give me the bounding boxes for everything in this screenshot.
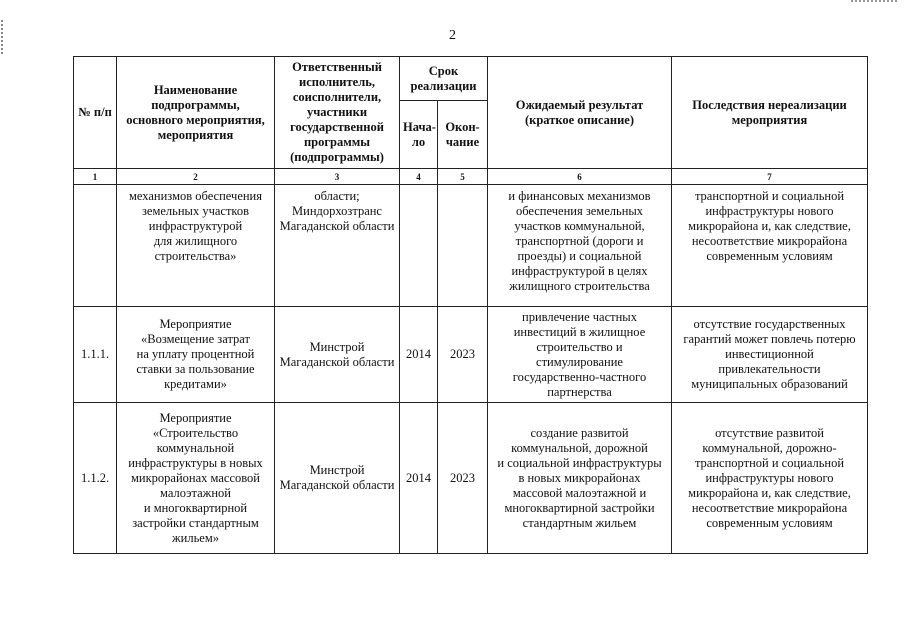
header-start: Нача- ло [400,101,438,169]
header-number: № п/п [74,57,117,169]
header-end: Окон- чание [438,101,488,169]
row-number: 1.1.2. [74,403,117,554]
header-consequences: Последствия нереализации мероприятия [672,57,868,169]
column-number: 7 [672,169,868,185]
row-number [74,185,117,307]
row-activity-name: Мероприятие «Возмещение затрат на уплату процентной ставки за пользование кредитами» [117,307,275,403]
column-number: 1 [74,169,117,185]
row-consequences: отсутствие развитой коммунальной, дорожно- транспортной и социальной инфраструктуры нового микрорайона и, как следствие, несоответствие микрорайона современным условиям [672,403,868,554]
column-number: 3 [275,169,400,185]
row-end-year: 2023 [438,307,488,403]
header-responsible: Ответственный исполнитель, соисполнители, участники государственной программы (подпрограммы) [275,57,400,169]
row-consequences: отсутствие государственных гарантий может повлечь потерю инвестиционной привлекательности муниципальных образований [672,307,868,403]
row-start-year [400,185,438,307]
header-name: Наименование подпрограммы, основного мероприятия, мероприятия [117,57,275,169]
program-activities-table [73,56,868,554]
table-row [74,307,868,403]
scan-edge-mark [851,0,897,4]
row-end-year: 2023 [438,403,488,554]
column-number: 2 [117,169,275,185]
row-activity-name: Мероприятие «Строительство коммунальной инфраструктуры в новых микрорайонах массовой малоэтажной и многоквартирной застройки стандартным жильем» [117,403,275,554]
row-activity-name: механизмов обеспечения земельных участков инфраструктурой для жилищного строительства» [117,185,275,307]
column-number: 5 [438,169,488,185]
row-expected-result: привлечение частных инвестиций в жилищное строительство и стимулирование государственно-частного партнерства [488,307,672,403]
row-start-year: 2014 [400,307,438,403]
row-responsible: Минстрой Магаданской области [275,307,400,403]
table-row [74,403,868,554]
row-start-year: 2014 [400,403,438,554]
page-number: 2 [449,28,456,43]
header-row [74,57,868,101]
row-responsible: области; Миндорхозтранс Магаданской области [275,185,400,307]
column-numbers-row [74,169,868,185]
column-number: 4 [400,169,438,185]
row-expected-result: и финансовых механизмов обеспечения земельных участков коммунальной, транспортной (дороги и проезды) и социальной инфраструктурой в целях жилищного строительства [488,185,672,307]
row-expected-result: создание развитой коммунальной, дорожной и социальной инфраструктуры в новых микрорайонах массовой малоэтажной и многоквартирной застройки стандартным жильем [488,403,672,554]
header-term: Срок реализации [400,57,488,101]
row-responsible: Минстрой Магаданской области [275,403,400,554]
table-row [74,185,868,307]
row-consequences: транспортной и социальной инфраструктуры нового микрорайона и, как следствие, несоответствие микрорайона современным условиям [672,185,868,307]
column-number: 6 [488,169,672,185]
row-number: 1.1.1. [74,307,117,403]
row-end-year [438,185,488,307]
header-result: Ожидаемый результат (краткое описание) [488,57,672,169]
